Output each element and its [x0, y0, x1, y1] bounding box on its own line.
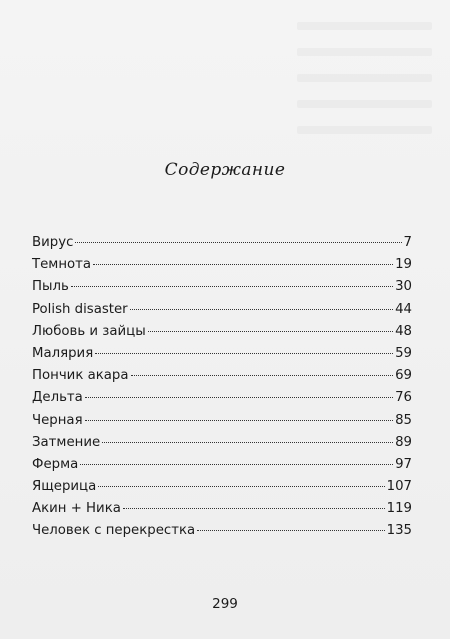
toc-entry [32, 343, 412, 365]
toc-entry-title: Человек с перекрестка [32, 523, 196, 539]
toc-dot-leader [102, 441, 393, 443]
toc-entry-page: 7 [403, 235, 412, 250]
bleed-through-mark [297, 74, 432, 82]
bleed-through-mark [297, 100, 432, 108]
toc-entry [32, 321, 412, 343]
toc-dot-leader [98, 485, 384, 487]
toc-entry-page: 119 [386, 501, 412, 517]
table-of-contents [32, 232, 412, 543]
toc-dot-leader [130, 308, 393, 310]
toc-entry-title: Малярия [32, 345, 94, 361]
toc-entry-title: Вирус [32, 235, 74, 250]
toc-entry-title: Ящерица [32, 479, 97, 495]
toc-entry-page: 76 [395, 390, 412, 406]
toc-entry [32, 432, 412, 454]
toc-dot-leader [131, 374, 394, 376]
toc-entry-title: Черная [32, 412, 83, 428]
toc-entry-title: Затмение [32, 434, 101, 450]
toc-entry-title: Polish disaster [32, 301, 128, 317]
toc-entry [32, 520, 412, 542]
toc-dot-leader [85, 396, 393, 398]
toc-entry-page: 85 [395, 412, 412, 428]
bleed-through-mark [297, 126, 432, 134]
toc-entry [32, 232, 412, 254]
toc-entry-page: 69 [395, 368, 412, 384]
toc-heading: Содержание [164, 160, 286, 180]
toc-entry [32, 276, 412, 298]
toc-entry [32, 387, 412, 409]
toc-entry-title: Дельта [32, 390, 83, 406]
toc-entry-page: 97 [395, 456, 412, 472]
toc-dot-leader [148, 330, 393, 332]
toc-entry-page: 89 [395, 434, 412, 450]
toc-dot-leader [197, 529, 384, 531]
toc-dot-leader [71, 285, 393, 287]
toc-dot-leader [75, 241, 401, 243]
page-number: 299 [212, 596, 238, 612]
toc-entry-page: 135 [386, 523, 412, 539]
bleed-through-mark [297, 22, 432, 30]
bleed-through-mark [297, 48, 432, 56]
toc-entry [32, 410, 412, 432]
toc-entry-page: 48 [395, 323, 412, 339]
toc-dot-leader [123, 507, 385, 509]
toc-entry-page: 107 [386, 479, 412, 495]
toc-entry-page: 59 [395, 345, 412, 361]
toc-entry [32, 254, 412, 276]
toc-entry-title: Акин + Ника [32, 501, 121, 517]
toc-entry-title: Любовь и зайцы [32, 323, 146, 339]
toc-entry [32, 365, 412, 387]
toc-entry-title: Ферма [32, 456, 79, 472]
toc-entry [32, 454, 412, 476]
toc-entry-title: Пыль [32, 279, 69, 295]
toc-dot-leader [93, 263, 393, 265]
toc-entry-page: 44 [395, 301, 412, 317]
toc-dot-leader [85, 419, 394, 421]
toc-entry-title: Пончик акара [32, 368, 129, 384]
toc-entry-title: Темнота [32, 257, 92, 273]
toc-entry-page: 30 [395, 279, 412, 295]
toc-entry-page: 19 [395, 257, 412, 273]
toc-entry [32, 476, 412, 498]
toc-entry [32, 299, 412, 321]
toc-entry [32, 498, 412, 520]
toc-dot-leader [95, 352, 393, 354]
toc-dot-leader [80, 463, 393, 465]
